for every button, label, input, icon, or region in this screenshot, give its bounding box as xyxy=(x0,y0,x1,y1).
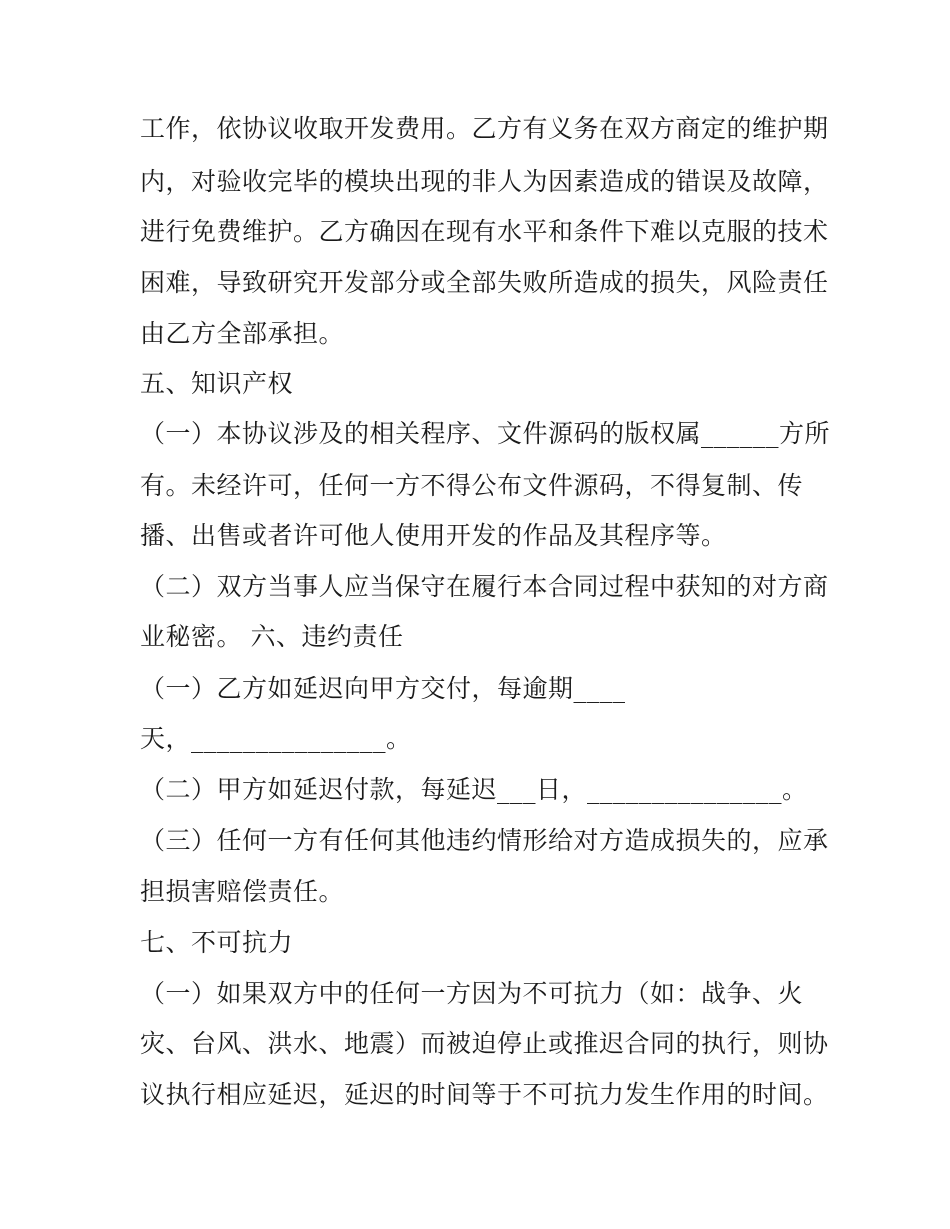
text-line: （一）本协议涉及的相关程序、文件源码的版权属______方所 xyxy=(140,419,831,448)
text-line: 工作，依协议收取开发费用。乙方有义务在双方商定的维护期 xyxy=(140,114,829,143)
text-line: 由乙方全部承担。 xyxy=(140,319,345,348)
text-line: 议执行相应延迟，延迟的时间等于不可抗力发生作用的时间。 xyxy=(140,1080,829,1109)
text-line: 播、出售或者许可他人使用开发的作品及其程序等。 xyxy=(140,521,727,550)
text-line: 天，_______________。 xyxy=(140,724,412,753)
text-line: 内，对验收完毕的模块出现的非人为因素造成的错误及故障， xyxy=(140,167,829,196)
section-heading: 五、知识产权 xyxy=(140,369,294,398)
text-line: 业秘密。 六、违约责任 xyxy=(140,622,404,651)
text-line: 有。未经许可，任何一方不得公布文件源码，不得复制、传 xyxy=(140,471,804,500)
text-line: （二）双方当事人应当保守在履行本合同过程中获知的对方商 xyxy=(140,572,829,601)
text-line: （二）甲方如延迟付款，每延迟___日，_______________。 xyxy=(140,775,808,804)
text-line: 进行免费维护。乙方确因在现有水平和条件下难以克服的技术 xyxy=(140,217,829,246)
text-line: （三）任何一方有任何其他违约情形给对方造成损失的，应承 xyxy=(140,826,829,855)
text-line: 担损害赔偿责任。 xyxy=(140,877,345,906)
text-line: （一）如果双方中的任何一方因为不可抗力（如：战争、火 xyxy=(140,979,804,1008)
section-heading: 七、不可抗力 xyxy=(140,928,294,957)
text-line: （一）乙方如延迟向甲方交付，每逾期____ xyxy=(140,674,626,703)
text-line: 困难，导致研究开发部分或全部失败所造成的损失，风险责任 xyxy=(140,268,829,297)
text-line: 灾、台风、洪水、地震）而被迫停止或推迟合同的执行，则协 xyxy=(140,1029,829,1058)
